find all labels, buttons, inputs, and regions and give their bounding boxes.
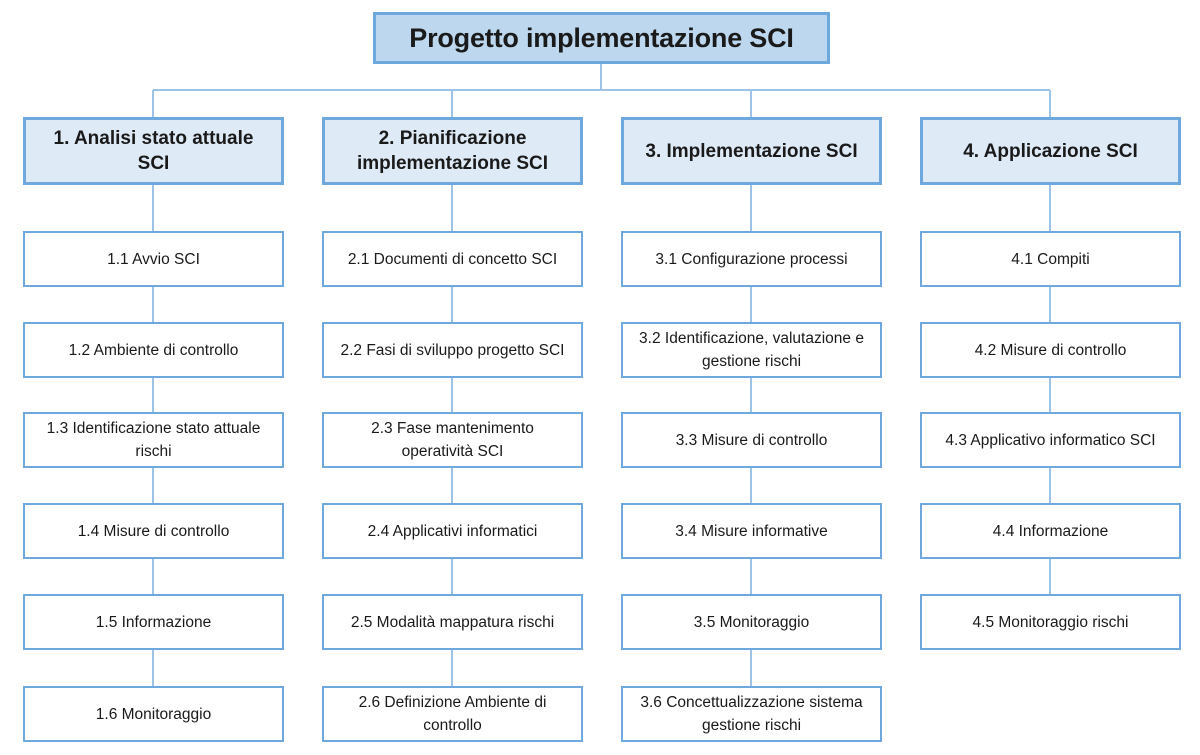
column-header-4: 4. Applicazione SCI xyxy=(920,117,1181,185)
task-2-1: 2.1 Documenti di concetto SCI xyxy=(322,231,583,287)
task-2-4: 2.4 Applicativi informatici xyxy=(322,503,583,559)
task-3-4: 3.4 Misure informative xyxy=(621,503,882,559)
task-1-5: 1.5 Informazione xyxy=(23,594,284,650)
task-2-3: 2.3 Fase mantenimento operatività SCI xyxy=(322,412,583,468)
task-3-2: 3.2 Identificazione, valutazione e gestione rischi xyxy=(621,322,882,378)
root-node: Progetto implementazione SCI xyxy=(373,12,830,64)
task-4-2: 4.2 Misure di controllo xyxy=(920,322,1181,378)
task-2-5: 2.5 Modalità mappatura rischi xyxy=(322,594,583,650)
task-2-2: 2.2 Fasi di sviluppo progetto SCI xyxy=(322,322,583,378)
column-header-1: 1. Analisi stato attuale SCI xyxy=(23,117,284,185)
task-3-3: 3.3 Misure di controllo xyxy=(621,412,882,468)
column-header-3: 3. Implementazione SCI xyxy=(621,117,882,185)
task-1-4: 1.4 Misure di controllo xyxy=(23,503,284,559)
task-4-3: 4.3 Applicativo informatico SCI xyxy=(920,412,1181,468)
task-4-5: 4.5 Monitoraggio rischi xyxy=(920,594,1181,650)
task-3-6: 3.6 Concettualizzazione sistema gestione rischi xyxy=(621,686,882,742)
task-4-4: 4.4 Informazione xyxy=(920,503,1181,559)
task-1-3: 1.3 Identificazione stato attuale rischi xyxy=(23,412,284,468)
task-3-1: 3.1 Configurazione processi xyxy=(621,231,882,287)
task-3-5: 3.5 Monitoraggio xyxy=(621,594,882,650)
task-2-6: 2.6 Definizione Ambiente di controllo xyxy=(322,686,583,742)
task-4-1: 4.1 Compiti xyxy=(920,231,1181,287)
task-1-1: 1.1 Avvio SCI xyxy=(23,231,284,287)
column-header-2: 2. Pianificazione implementazione SCI xyxy=(322,117,583,185)
task-1-2: 1.2 Ambiente di controllo xyxy=(23,322,284,378)
task-1-6: 1.6 Monitoraggio xyxy=(23,686,284,742)
